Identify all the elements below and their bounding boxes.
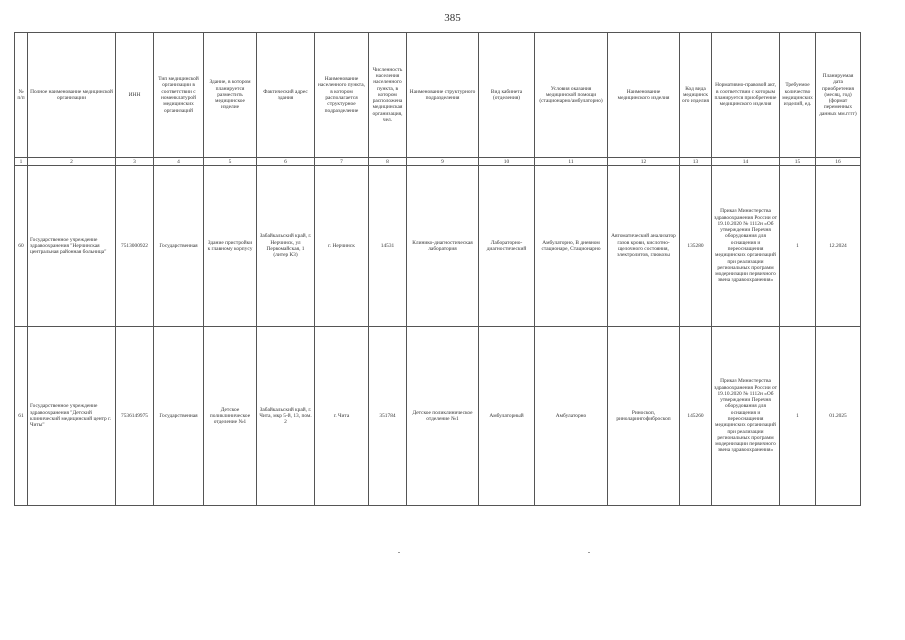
- row-number: 61: [15, 327, 28, 506]
- column-number: 2: [28, 158, 116, 166]
- conditions-cell: Амбулаторно, В дневном стационаре, Стационарно: [535, 166, 608, 327]
- column-number: 1: [15, 158, 28, 166]
- inn-cell: 7513000922: [116, 166, 154, 327]
- row-number: 60: [15, 166, 28, 327]
- table-header-row: [15, 33, 861, 158]
- unit-cell: Клинико-диагностическая лаборатория: [407, 166, 479, 327]
- header-cell: Численность населения населенного пункта, в котором расположена медицинская организация, чел.: [369, 33, 407, 158]
- organization-name: Государственное учреждение здравоохранения "Нерчинская центральная районная больница": [28, 166, 116, 327]
- address-cell: Забайкальский край, г. Чита, мкр 5-й, 13, пом. 2: [257, 327, 315, 506]
- column-number: 6: [257, 158, 315, 166]
- header-cell: Наименование структурного подразделения: [407, 33, 479, 158]
- quantity-cell: 1: [780, 166, 816, 327]
- column-number: 9: [407, 158, 479, 166]
- device-code-cell: 145260: [680, 327, 712, 506]
- column-number: 12: [608, 158, 680, 166]
- device-cell: Автоматический анализатор газов крови, кислотно-щелочного состояния, электролитов, глюкозы: [608, 166, 680, 327]
- org-type-cell: Государственная: [154, 327, 204, 506]
- header-cell: Полное наименование медицинской организации: [28, 33, 116, 158]
- header-cell: Наименование населенного пункта, в котором располагается структурное подразделение: [315, 33, 369, 158]
- header-cell: Тип медицинской организации в соответствии с номенклатурой медицинских организаций: [154, 33, 204, 158]
- table-row: [15, 166, 861, 327]
- column-number: 15: [780, 158, 816, 166]
- column-number: 14: [712, 158, 780, 166]
- header-cell: Планируемая дата приобретения (месяц, год) (формат переменных данных мм.гггг): [816, 33, 861, 158]
- page-number: 385: [444, 12, 461, 24]
- column-number-row: [15, 158, 861, 166]
- address-cell: Забайкальский край, г. Нерчинск, ул Первомайская, 1 (литер К3): [257, 166, 315, 327]
- settlement-cell: г. Нерчинск: [315, 166, 369, 327]
- unit-cell: Детское поликлиническое отделение №1: [407, 327, 479, 506]
- quantity-cell: 1: [780, 327, 816, 506]
- column-number: 5: [204, 158, 257, 166]
- header-cell: Условия оказания медицинской помощи (стационарно/амбулаторно): [535, 33, 608, 158]
- column-number: 4: [154, 158, 204, 166]
- header-cell: Наименование медицинского изделия: [608, 33, 680, 158]
- cabinet-cell: Лабораторно-диагностический: [479, 166, 535, 327]
- column-number: 8: [369, 158, 407, 166]
- device-cell: Риноскоп, риноларингофиброскоп: [608, 327, 680, 506]
- conditions-cell: Амбулаторно: [535, 327, 608, 506]
- scan-speck: [398, 552, 400, 553]
- header-cell: Фактический адрес здания: [257, 33, 315, 158]
- device-code-cell: 135280: [680, 166, 712, 327]
- column-number: 3: [116, 158, 154, 166]
- header-cell: Вид кабинета (отделения): [479, 33, 535, 158]
- column-number: 7: [315, 158, 369, 166]
- population-cell: 351784: [369, 327, 407, 506]
- header-cell: Требуемое количество медицинских изделий, ед.: [780, 33, 816, 158]
- purchase-date-cell: 12.2024: [816, 166, 861, 327]
- building-cell: Здание пристройки к главному корпусу: [204, 166, 257, 327]
- equipment-table: [14, 32, 861, 506]
- table-row: [15, 327, 861, 506]
- column-number: 16: [816, 158, 861, 166]
- header-cell: Нормативно-правовой акт, в соответствии с которым планируется приобретение медицинского изделия: [712, 33, 780, 158]
- population-cell: 14531: [369, 166, 407, 327]
- legal-act-cell: Приказ Министерства здравоохранения России от 19.10.2020 № 1112н «Об утверждении Перечня оборудования для оснащения и переоснащения медицинских организаций при реализации региональных программ модернизации первичного звена здравоохранения»: [712, 166, 780, 327]
- column-number: 13: [680, 158, 712, 166]
- org-type-cell: Государственная: [154, 166, 204, 327]
- column-number: 11: [535, 158, 608, 166]
- organization-name: Государственное учреждение здравоохранения "Детский клинический медицинский центр г. Читы": [28, 327, 116, 506]
- header-cell: № п/п: [15, 33, 28, 158]
- legal-act-cell: Приказ Министерства здравоохранения России от 19.10.2020 № 1112н «Об утверждении Перечня оборудования для оснащения и переоснащения медицинских организаций при реализации региональных программ модернизации первичного звена здравоохранения»: [712, 327, 780, 506]
- scan-speck: [588, 552, 590, 553]
- header-cell: Здание, в котором планируется разместить медицинское изделие: [204, 33, 257, 158]
- header-cell: ИНН: [116, 33, 154, 158]
- cabinet-cell: Амбулаторный: [479, 327, 535, 506]
- header-cell: Код вида медицинского изделия: [680, 33, 712, 158]
- column-number: 10: [479, 158, 535, 166]
- settlement-cell: г. Чита: [315, 327, 369, 506]
- purchase-date-cell: 01.2025: [816, 327, 861, 506]
- inn-cell: 7536149975: [116, 327, 154, 506]
- building-cell: Детское поликлиническое отделение №1: [204, 327, 257, 506]
